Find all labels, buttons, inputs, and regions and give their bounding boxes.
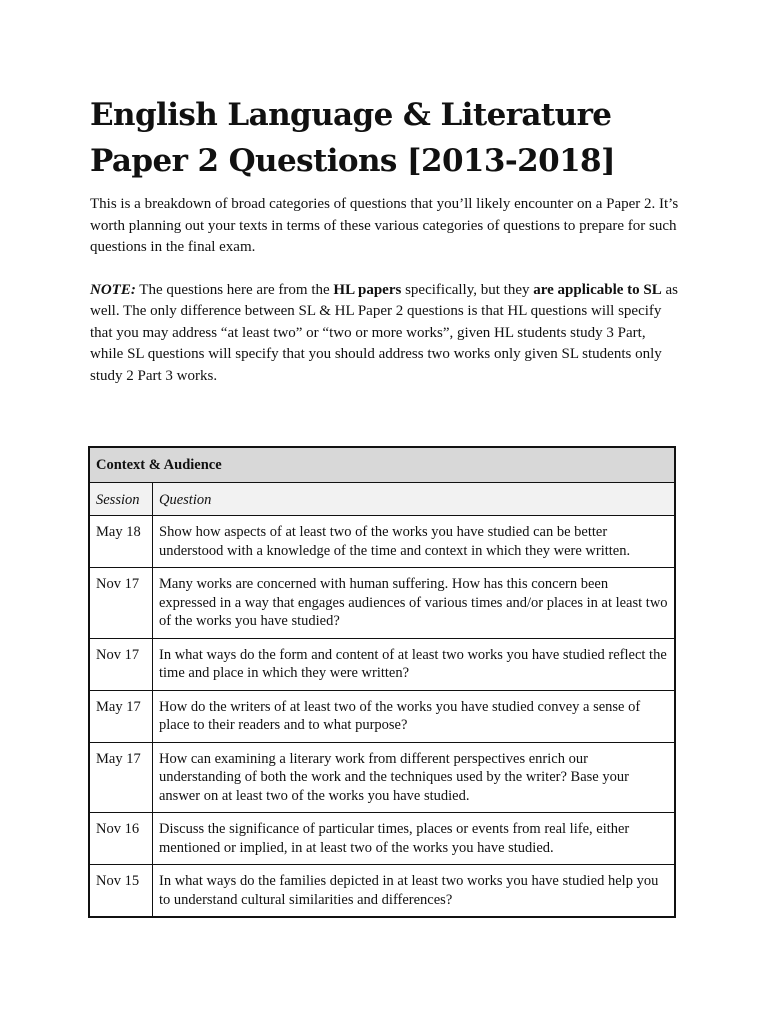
table-row [89,638,675,690]
table-row [89,813,675,865]
row-question: Discuss the significance of particular times, places or events from real life, either mentioned or implied, in at least two of the works you have studied. [153,813,676,865]
row-question: Many works are concerned with human suffering. How has this concern been expressed in a way that engages audiences of various times and/or places in at least two of the works you have studied? [153,568,676,639]
row-session: May 17 [89,742,153,813]
row-session: Nov 17 [89,568,153,639]
note-text-2: specifically, but they [401,281,534,298]
document-page [90,92,680,387]
row-question: In what ways do the form and content of at least two works you have studied reflect the time and place in which they were written? [153,638,676,690]
intro-paragraph: This is a breakdown of broad categories of questions that you’ll likely encounter on a Paper 2. It’s worth planning out your texts in terms of these various categories of questions to prepare for such questions in the final exam. [90,196,679,255]
table-category: Context & Audience [89,447,675,482]
table-category-row [89,447,675,482]
column-header-session: Session [89,482,153,516]
row-session: Nov 16 [89,813,153,865]
row-session: Nov 17 [89,638,153,690]
table-row [89,690,675,742]
table-row [89,865,675,918]
table-row [89,742,675,813]
row-question: How can examining a literary work from different perspectives enrich our understanding of both the work and the techniques used by the writer? Base your answer on at least two of the works you have studied. [153,742,676,813]
page-title: English Language & Literature Paper 2 Questions [2013-2018] [90,97,616,179]
table-row [89,568,675,639]
table-header-row [89,482,675,516]
questions-table [88,446,676,918]
table-row [89,516,675,568]
row-question: How do the writers of at least two of the works you have studied convey a sense of place to their readers and to what purpose? [153,690,676,742]
note-text-3: as well. The only difference between SL & HL Paper 2 questions is that HL questions will specify that you may address “at least two” or “two or more works”, given HL students study 3 Part, while SL questions will specify that you should address two works only given SL students only study 2 Part 3 works. [90,281,678,384]
note-bold-2: are applicable to SL [533,281,662,298]
row-question: In what ways do the families depicted in at least two works you have studied help you to understand cultural similarities and differences? [153,865,676,918]
row-session: May 17 [89,690,153,742]
note-bold-1: HL papers [333,281,402,298]
row-session: May 18 [89,516,153,568]
row-question: Show how aspects of at least two of the works you have studied can be better understood with a knowledge of the time and context in which they were written. [153,516,676,568]
note-label: NOTE: [90,281,136,298]
note-paragraph [90,280,680,388]
note-text-1: The questions here are from the [135,281,334,298]
column-header-question: Question [153,482,676,516]
row-session: Nov 15 [89,865,153,918]
